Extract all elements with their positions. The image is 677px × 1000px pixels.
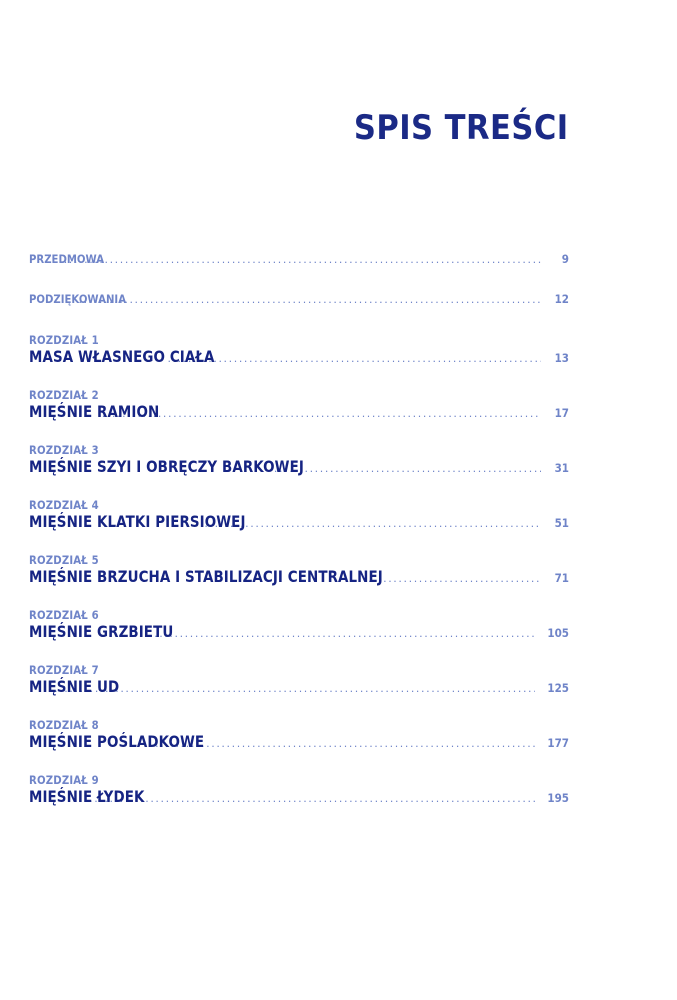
toc-page-number: 9 — [561, 252, 569, 266]
dot-leader — [368, 572, 541, 585]
chapter-title: MIĘŚNIE RAMION — [29, 402, 160, 421]
dot-leader — [78, 293, 541, 306]
chapter-title: MIĘŚNIE UD — [29, 677, 120, 696]
toc-entry-chapter-9[interactable] — [29, 773, 569, 806]
dot-leader — [155, 737, 535, 750]
toc-page-number: 17 — [554, 406, 569, 420]
chapter-label: ROZDZIAŁ 9 — [29, 773, 99, 787]
dot-leader — [54, 682, 535, 695]
chapter-label: ROZDZIAŁ 5 — [29, 553, 99, 567]
chapter-label: ROZDZIAŁ 1 — [29, 333, 99, 347]
chapter-title: MIĘŚNIE POŚLADKOWE — [29, 732, 205, 751]
toc-page-number: 31 — [554, 461, 569, 475]
toc-page-number: 125 — [547, 681, 569, 695]
chapter-title: MASA WŁASNEGO CIAŁA — [29, 347, 215, 366]
toc-entry-chapter-3[interactable] — [29, 443, 569, 476]
toc-entry-chapter-7[interactable] — [29, 663, 569, 696]
toc-page-number: 51 — [554, 516, 569, 530]
toc-page-number: 105 — [547, 626, 569, 640]
chapter-title: MIĘŚNIE KLATKI PIERSIOWEJ — [29, 512, 246, 531]
chapter-title: MIĘŚNIE BRZUCHA I STABILIZACJI CENTRALNEJ — [29, 567, 383, 586]
toc-entry-chapter-8[interactable] — [29, 718, 569, 751]
dot-leader — [102, 407, 541, 420]
chapter-label: ROZDZIAŁ 8 — [29, 718, 99, 732]
chapter-title: MIĘŚNIE ŁYDEK — [29, 787, 145, 806]
chapter-label: ROZDZIAŁ 2 — [29, 388, 99, 402]
toc-entry-chapter-2[interactable] — [29, 388, 569, 421]
toc-page-number: 12 — [554, 292, 569, 306]
dot-leader — [274, 462, 541, 475]
toc-entry-chapter-1[interactable] — [29, 333, 569, 366]
toc-page-number: 71 — [554, 571, 569, 585]
toc-page-number: 195 — [547, 791, 569, 805]
toc-entry-preface[interactable] — [29, 252, 569, 266]
dot-leader — [84, 792, 535, 805]
toc-entry-acknowledgements[interactable] — [29, 292, 569, 306]
chapter-label: ROZDZIAŁ 6 — [29, 608, 99, 622]
dot-leader — [54, 253, 541, 266]
toc-page-number: 177 — [547, 736, 569, 750]
dot-leader — [118, 627, 535, 640]
dot-leader — [167, 352, 541, 365]
table-of-contents — [29, 252, 569, 806]
chapter-label: ROZDZIAŁ 3 — [29, 443, 99, 457]
toc-entry-chapter-6[interactable] — [29, 608, 569, 641]
toc-entry-chapter-5[interactable] — [29, 553, 569, 586]
toc-entry-title: PRZEDMOWA — [29, 252, 105, 266]
chapter-title: MIĘŚNIE GRZBIETU — [29, 622, 174, 641]
chapter-title: MIĘŚNIE SZYI I OBRĘCZY BARKOWEJ — [29, 457, 304, 476]
chapter-label: ROZDZIAŁ 4 — [29, 498, 99, 512]
chapter-label: ROZDZIAŁ 7 — [29, 663, 99, 677]
toc-entry-title: PODZIĘKOWANIA — [29, 292, 127, 306]
page-title: SPIS TREŚCI — [354, 108, 569, 148]
toc-entry-chapter-4[interactable] — [29, 498, 569, 531]
toc-page-number: 13 — [554, 351, 569, 365]
dot-leader — [204, 517, 541, 530]
